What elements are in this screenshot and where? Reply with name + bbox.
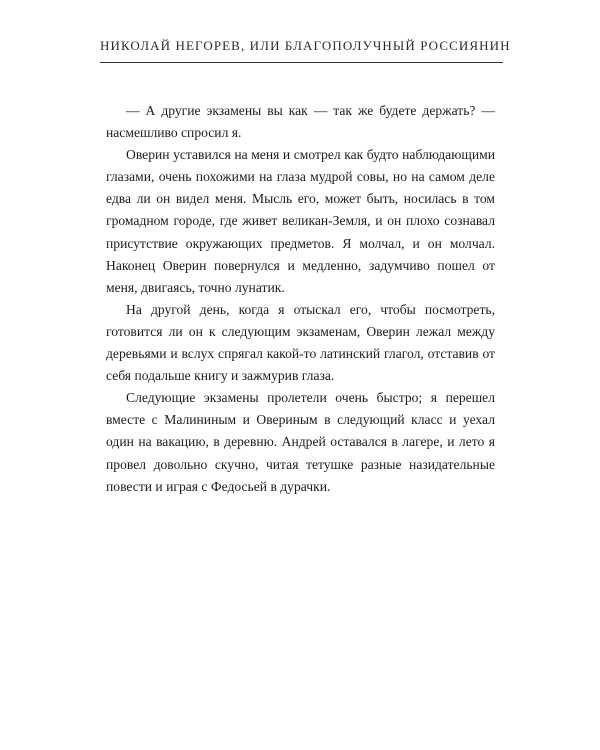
paragraph: Оверин уставился на меня и смотрел как будто наблюдающими глазами, очень похожими на глаза мудрой совы, но на самом деле едва ли он видел меня. Мысль его, может быть, носилась в том громадном городе, где живет великан-Земля, и он плохо сознавал присутствие окружающих предметов. Я молчал, и он молчал. Наконец Оверин повернулся и медленно, задумчиво пошел от меня, двигаясь, точно лунатик.: [106, 147, 495, 295]
paragraph: Следующие экзамены пролетели очень быстро; я перешел вместе с Малининым и Овериным в следующий класс и уехал один на вакацию, в деревню. Андрей оставался в лагере, и лето я провел довольно скучно, читая тетушке разные назидательные повести и играя с Федосьей в дурачки.: [106, 390, 495, 494]
running-header: НИКОЛАЙ НЕГОРЕВ, ИЛИ БЛАГОПОЛУЧНЫЙ РОССИЯНИН: [100, 38, 511, 53]
body-text: [106, 100, 495, 498]
paragraph: На другой день, когда я отыскал его, чтобы посмотреть, готовится ли он к следующим экзаменам, Оверин лежал между деревьями и вслух спрягал какой-то латинский глагол, отставив от себя подальше книгу и зажмурив глаза.: [106, 301, 495, 384]
paragraph: — А другие экзамены вы как — так же будете держать? — насмешливо спросил я.: [106, 103, 495, 141]
header-rule: [100, 62, 503, 63]
